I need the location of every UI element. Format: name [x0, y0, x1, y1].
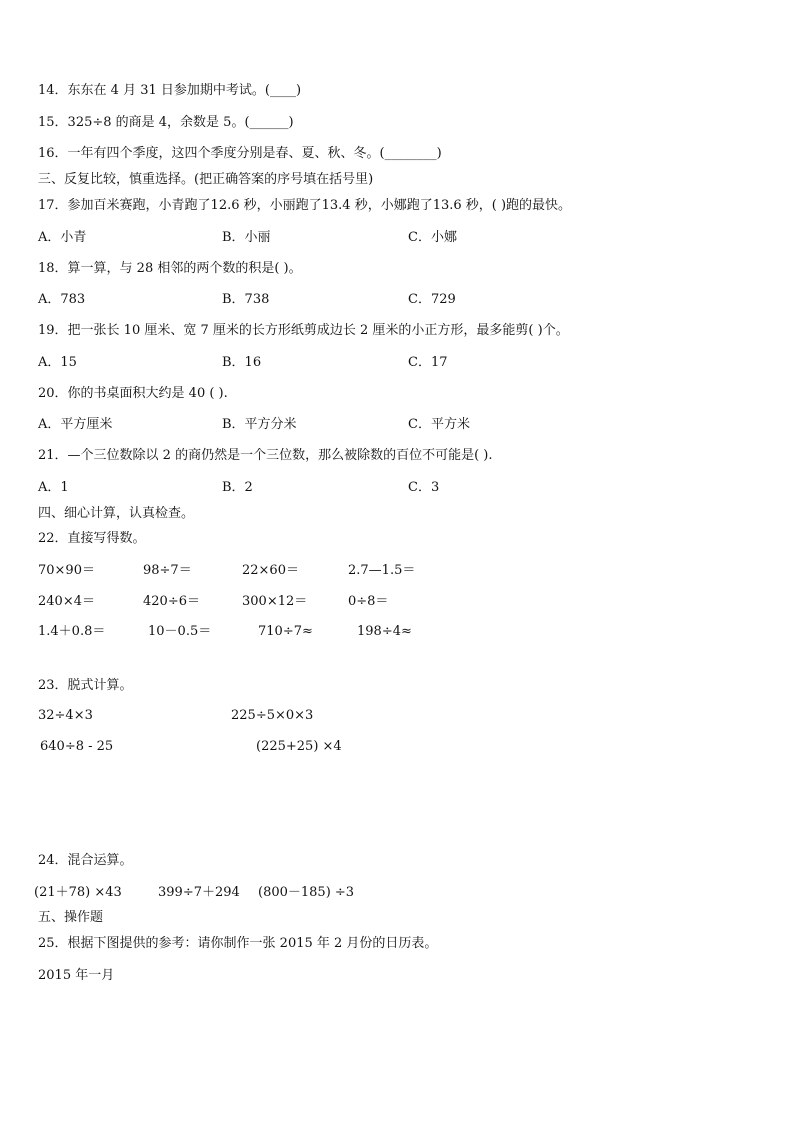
q22-r1-c1: 70×90＝ [38, 563, 95, 578]
q22-r1-c2: 98÷7＝ [143, 563, 192, 578]
q20-option-a: A．平方厘米 [38, 417, 113, 432]
q23-item-3: 640÷8 - 25 [40, 739, 114, 754]
q23-item-2: 225÷5×0×3 [231, 708, 314, 723]
section-3-heading: 三、反复比较，慎重选择。(把正确答案的序号填在括号里) [38, 172, 374, 187]
q24-stem: 24．混合运算。 [38, 853, 133, 868]
q20-stem: 20．你的书桌面积大约是 40 ( ). [38, 386, 228, 401]
q24-item-1: (21＋78) ×43 [34, 885, 122, 900]
q21-option-a: A．1 [38, 480, 69, 495]
q22-r2-c3: 300×12＝ [242, 594, 308, 609]
q18-stem: 18．算一算，与 28 相邻的两个数的积是( )。 [38, 261, 302, 276]
q24-item-3: (800－185) ÷3 [258, 885, 355, 900]
q16: 16．一年有四个季度，这四个季度分别是春、夏、秋、冬。(________) [38, 146, 442, 161]
q20-option-c: C．平方米 [408, 417, 470, 432]
q25-stem: 25．根据下图提供的参考：请你制作一张 2015 年 2 月份的日历表。 [38, 936, 438, 951]
calendar-caption: 2015 年一月 [38, 968, 115, 983]
q17-option-a: A．小青 [38, 230, 87, 245]
q19-option-b: B．16 [222, 355, 262, 370]
q19-option-c: C．17 [408, 355, 448, 370]
q24-item-2: 399÷7＋294 [158, 885, 240, 900]
q18-option-c: C．729 [408, 292, 456, 307]
q19-option-a: A．15 [38, 355, 77, 370]
q19-stem: 19．把一张长 10 厘米、宽 7 厘米的长方形纸剪成边长 2 厘米的小正方形，最多能剪( )个。 [38, 323, 569, 338]
q22-r2-c2: 420÷6＝ [143, 594, 200, 609]
q22-r1-c4: 2.7—1.5＝ [348, 563, 416, 578]
q18-option-a: A．783 [38, 292, 86, 307]
q20-option-b: B．平方分米 [222, 417, 297, 432]
q22-r3-c4: 198÷4≈ [357, 624, 412, 639]
q21-option-b: B．2 [222, 480, 253, 495]
q17-option-b: B．小丽 [222, 230, 271, 245]
q22-r3-c1: 1.4＋0.8＝ [38, 624, 106, 639]
q23-stem: 23．脱式计算。 [38, 678, 133, 693]
q23-item-1: 32÷4×3 [38, 708, 93, 723]
section-5-heading: 五、操作题 [38, 910, 104, 925]
q15: 15．325÷8 的商是 4，余数是 5。(______) [38, 115, 294, 130]
q23-item-4: (225+25) ×4 [256, 739, 342, 754]
q14: 14．东东在 4 月 31 日参加期中考试。(____) [38, 83, 302, 98]
q17-stem: 17．参加百米赛跑，小青跑了12.6 秒，小丽跑了13.4 秒，小娜跑了13.6 秒，( )跑的最快。 [38, 198, 572, 213]
section-4-heading: 四、细心计算，认真检查。 [38, 506, 195, 521]
q22-r1-c3: 22×60＝ [242, 563, 299, 578]
q17-option-c: C．小娜 [408, 230, 457, 245]
q21-option-c: C．3 [408, 480, 440, 495]
q18-option-b: B．738 [222, 292, 270, 307]
q22-r2-c1: 240×4＝ [38, 594, 95, 609]
q22-r2-c4: 0÷8＝ [348, 594, 389, 609]
q22-stem: 22．直接写得数。 [38, 531, 146, 546]
q22-r3-c3: 710÷7≈ [258, 624, 313, 639]
q22-r3-c2: 10－0.5＝ [148, 624, 212, 639]
q21-stem: 21．—个三位数除以 2 的商仍然是一个三位数，那么被除数的百位不可能是( ). [38, 448, 493, 463]
